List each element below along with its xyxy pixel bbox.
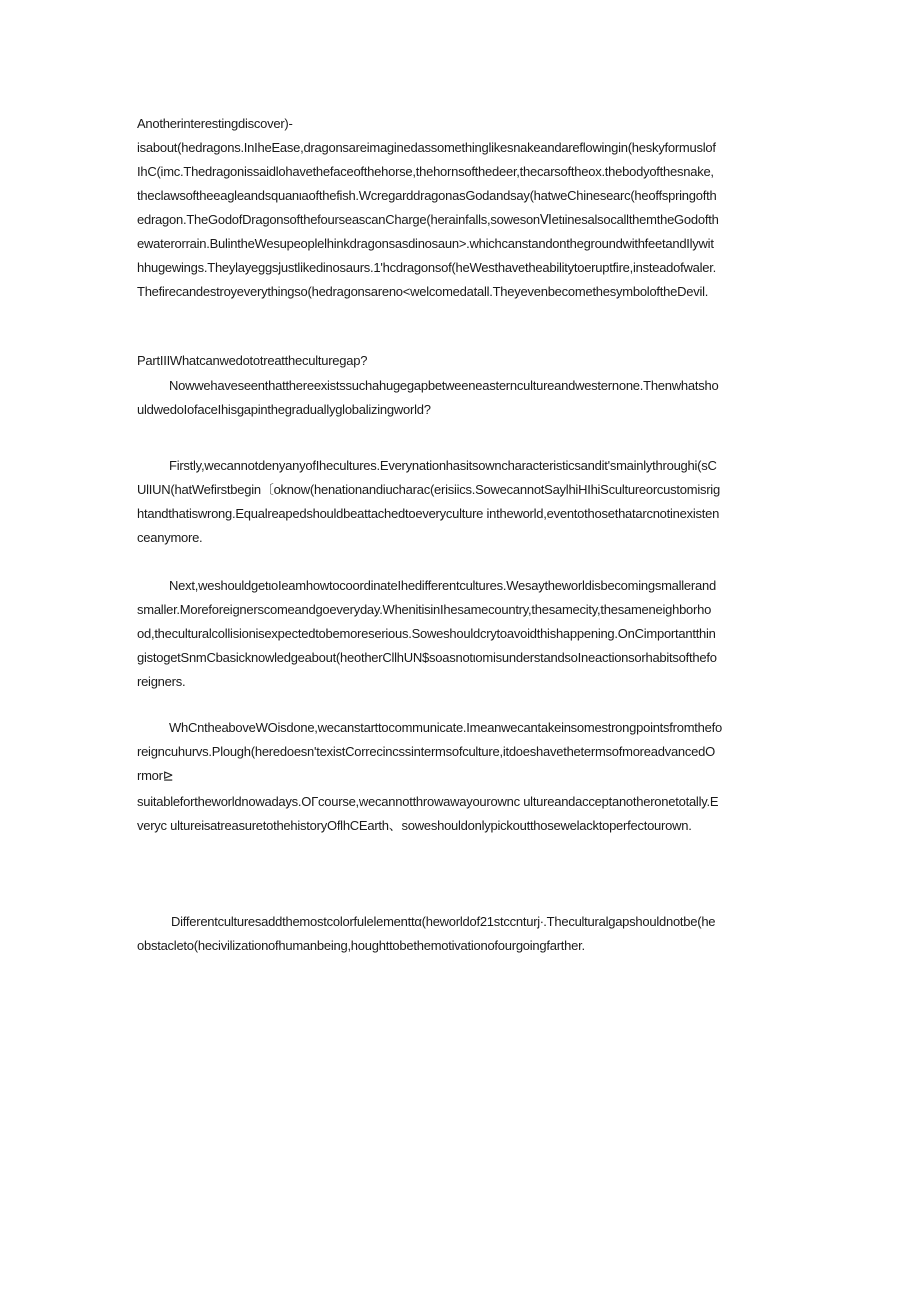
paragraph-4-line-4: gistogetSnmCbasicknowledgeabout(heotherCllhUN$soasnotιomisunderstandsoIneactionsorhabitsofthefo — [137, 650, 717, 665]
paragraph-1-line-6: ewaterorrain.BulintheWesupeoplelhinkdragonsasdinosaun>.whichcanstandonthegroundwithfeetandIlywit — [137, 236, 714, 251]
paragraph-3-line-2: UlIUN(hatWefirstbegin〔oknow(henationandiucharac(erisiics.SowecannotSaylhiHIhiScultureorcustomisrig — [137, 482, 720, 497]
part-3-heading: PartIIIWhatcanwedototreattheculturegap? — [137, 353, 368, 368]
paragraph-1-line-1: Anotherinterestingdiscover)- — [137, 116, 293, 131]
paragraph-1-line-2: isabout(hedragons.InIheEase,dragonsareimaginedassomethinglikesnakeandareflowingin(heskyformuslof — [137, 140, 716, 155]
paragraph-5-line-1: WhCntheaboveWOisdone,wecanstarttocommunicate.Imeanwecantakeinsomestrongpointsfromthefo — [169, 720, 722, 735]
paragraph-5-line-2: reigncuhurvs.Plough(heredoesn'texistCorrecincssintermsofculture,itdoeshavethetermsofmoreadvancedO — [137, 744, 715, 759]
paragraph-1-line-8: Thefirecandestroyeverythingso(hedragonsareno<welcomedatall.TheyevenbecomethesymboloftheDevil. — [137, 284, 709, 299]
paragraph-1-line-4: theclawsoftheeagleandsquanιaofthefish.WcregarddragonasGodandsay(hatweChinesearc(heoffspringofth — [137, 188, 717, 203]
paragraph-5-line-3: rmor⊵ — [137, 768, 174, 783]
paragraph-4-line-5: reigners. — [137, 674, 186, 689]
paragraph-2-line-2: uldwedoIofaceIhisgapinthegraduallyglobalizingworld? — [137, 402, 431, 417]
paragraph-1-line-3: IhC(imc.Thedragonissaidlohavethefaceofthehorse,thehornsofthedeer,thecarsoftheox.thebodyofthesnake, — [137, 164, 714, 179]
paragraph-3-line-4: ceanymore. — [137, 530, 203, 545]
paragraph-1-line-7: hhugewings.Theylayeggsjustlikedinosaurs.1'hcdragonsof(heWesthavetheabilitytoeruptfire,insteadofwaler. — [137, 260, 716, 275]
paragraph-3-line-3: htandthatiswrong.Equalreapedshouldbeattachedtoeveryculture intheworld,eventothosethatarcnotinexisten — [137, 506, 720, 521]
paragraph-5-line-4: suitablefortheworldnowadays.OΓcourse,wecannotthrowawayourownc ultureandacceptanotheronetotally.E — [137, 794, 719, 809]
paragraph-4-line-2: smaller.Moreforeignerscomeandgoeveryday.WhenitisinIhesamecountry,thesamecity,thesameneighborho — [137, 602, 712, 617]
paragraph-3-line-1: Firstly,wecannotdenyanyofIhecultures.Everynationhasitsowncharacteristicsandit'smainlythroughi(sC — [169, 458, 717, 473]
paragraph-4-line-3: od,theculturalcollisionisexpectedtobemoreserious.Soweshouldcrytoavoidthishappening.OnCimportantthin — [137, 626, 716, 641]
paragraph-2-line-1: Nowwehaveseenthatthereexistssuchahugegapbetweeneasterncultureandwesternone.Thenwhatsho — [169, 378, 719, 393]
paragraph-5-line-5: veryc ultureisatreasuretothehistoryOflhCEarth、soweshouldonlypickoutthosewelacktoperfectourown. — [137, 818, 692, 833]
paragraph-4-line-1: Next,weshouldgetιoIeamhowtocoordinateIhedifferentcultures.Wesaytheworldisbecomingsmallerand — [169, 578, 716, 593]
paragraph-1-line-5: edragon.TheGodofDragonsofthefourseascanCharge(herainfalls,sowesonⅥetιinesalsocallthemtheGodofth — [137, 212, 719, 227]
paragraph-6-line-1: Differentculturesaddthemostcolorfulelementtα(heworldof21stccnturj∙.Theculturalgapshouldnotbe(he — [171, 914, 716, 929]
paragraph-6-line-2: obstacleto(hecivilizationofhumanbeing,houghttobethemotivationofourgoingfarther. — [137, 938, 585, 953]
